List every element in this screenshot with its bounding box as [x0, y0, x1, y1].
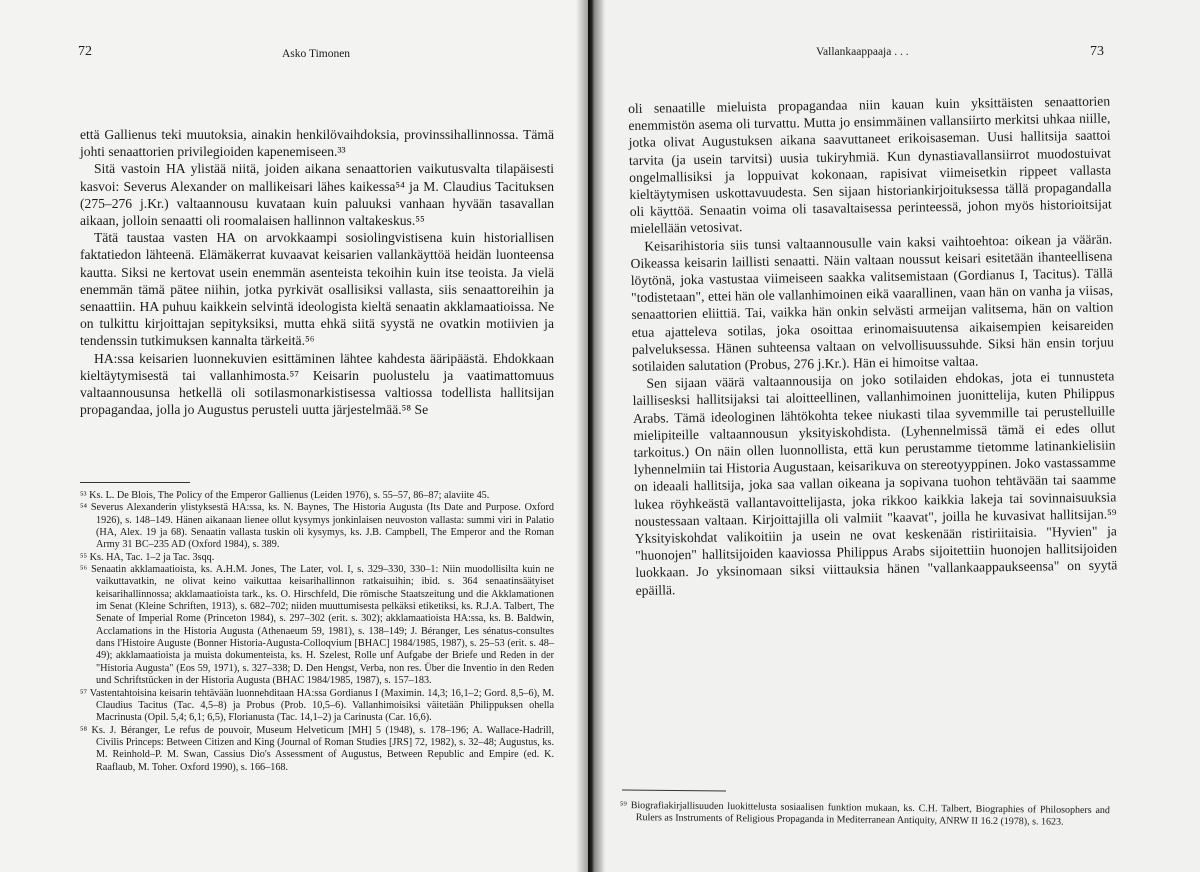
footnote-divider [80, 482, 190, 483]
page-number: 72 [78, 44, 92, 59]
paragraph: Sen sijaan väärä valtaannousija on joko sotilaiden ehdokas, jota ei tunnusteta laillisesksi hallitsijaksi tai aloitteellinen, vallanhimoinen juonittelija, kuten Philippus Arabs. Tämä ideologinen lähtökohta tekee niukasti tilaa syvemmille tai perustelluille mielipiteille valtaannousun yksityiskohdista. (Lyhennelmissä tämä ei edes ollut tarkoitus.) On näin ollen luonnollista, että kun perustamme tietomme latinankielisiin lyhennelmiin tai Historia Augustaan, keisarikuva on stereotyyppinen. Joko vastassamme on ideaali hallitsija, joka saa vallan oikeana ja sopivana tuohon tehtävään tai saamme lukea röyhkeästä vallantavoittelijasta, joka rikkoo kaikkia lakeja tai sovinnaisuuksia noustessaan valtaan. Kirjoittajilla oli valmiit "kaavat", joilla he kuvasivat hallitsijan.⁵⁹ Yksityiskohdat valikoitiin ja usein ne ovat keskenään ristiriitaisia. "Hyvien" ja "huonojen" hallitsijoiden kaaviossa Philippus Arabs sijoitettiin huonojen hallitsijoiden luokkaan. Jo yksinomaan siksi viittauksia hänen "vallankaappaukseensa" on syytä epäillä. [632, 368, 1118, 598]
footnotes [80, 490, 554, 774]
paragraph: HA:ssa keisarien luonnekuvien esittäminen lähtee kahdesta ääripäästä. Ehdokkaan kieltäytymisestä tai vallanhimosta.⁵⁷ Keisarin puolustelu ja vaatimattomuus valtaannousunsa hetkellä oli sotilasmonarkistisessa valtiossa todellista hallitsijan propagandaa, jolla jo Augustus perusteli uutta järjestelmää.⁵⁸ Se [80, 350, 554, 418]
paragraph: oli senaatille mieluista propagandaa niin kauan kuin yksittäisten senaattorien enemmistön asema oli turvattu. Mutta jo ensimmäinen vallansiirto merkitsi uhkaa niille, jotka olivat Augustuksen aikana saavuttaneet erikoisaseman. Uusi hallitsija saattoi tarvita (ja usein tarvitsi) uusia tukiryhmiä. Kun dynastiavallansiirrot muodostuivat ongelmallisiksi ja loppuivat kokonaan, rapisivat viimeisetkin rippeet vallasta kieltäytymisen uskottavuudesta. Sen sijaan historiankirjoituksessa tällä propagandalla oli käyttöä. Senaatin voima oli tasavaltaisessa perinteessä, johon myös historioitsijat mielellään vetosivat. [628, 93, 1112, 237]
body-text [80, 126, 554, 418]
paragraph: että Gallienus teki muutoksia, ainakin henkilövaihdoksia, provinssihallinnossa. Tämä johti senaattorien privilegioiden kapenemiseen.³³ [80, 127, 554, 160]
page-number: 73 [1090, 44, 1104, 59]
footnote: ⁵⁴ Severus Alexanderin ylistyksestä HA:ssa, ks. N. Baynes, The Historia Augusta (Its Date and Purpose. Oxford 1926), s. 148–149. Hänen aikanaan lienee ollut kysymys jonkinlaisen neuvoston vallasta: summi viri in Palatio (HA, Alex. 19 ja 68). Senaatin vallasta tuskin oli kysymys, ks. J.B. Campbell, The Emperor and the Roman Army 31 BC–235 AD (Oxford 1984), s. 389. [80, 502, 554, 551]
footnote: ⁵⁹ Biografiakirjallisuuden luokittelusta sosiaalisen funktion mukaan, ks. C.H. Talbert, Biographies of Philosophers and Rulers as Instruments of Religious Propaganda in Mediterranean Antiquity, ANRW II 16.2 (1978), s. 1623. [619, 800, 1110, 829]
footnote: ⁵⁸ Ks. J. Béranger, Le refus de pouvoir, Museum Helveticum [MH] 5 (1948), s. 178–196; A. Wallace-Hadrill, Civilis Princeps: Between Citizen and King (Journal of Roman Studies [JRS] 72, 1982), s. 32–48; Augustus, ks. M. Reinhold–P. M. Swan, Cassius Dio's Assessment of Augustus, Between Republic and Empire (ed. K. Raaflaub, M. Toher. Oxford 1990), s. 166–168. [80, 724, 554, 773]
footnote: ⁵⁷ Vastentahtoisina keisarin tehtävään luonnehditaan HA:ssa Gordianus I (Maximin. 14,3; 16,1–2; Gord. 8,5–6), M. Claudius Tacitus (Tac. 4,5–8) ja Probus (Prob. 10,5–6). Vallanhimoisiksi väitetään Philippuksen ohella Macrinusta (Opil. 5,4; 6,1; 6,5), Florianusta (Tac. 14,1–2) ja Carinusta (Car. 16,6). [80, 687, 554, 724]
paragraph: Sitä vastoin HA ylistää niitä, joiden aikana senaattorien vaikutusvalta tilapäisesti kasvoi: Severus Alexander on mallikeisari lähes kaikessa⁵⁴ ja M. Claudius Tacituksen (275–276 j.Kr.) valtaannousu kuvataan kuin paluuksi vanhaan hyvään tasavallan aikaan, jolloin senaatti oli roomalaisen hallinnon valtakeskus.⁵⁵ [80, 161, 554, 229]
footnote: ⁵⁶ Senaatin akklamaatioista, ks. A.H.M. Jones, The Later, vol. I, s. 329–330, 330–1: Niin muodollisilta kuin ne vaikuttavatkin, ne olivat keino vaikuttaa keisarihallinnon ratkaisuihin; ibid. s. 364 senaatinsäätyiset keisarihallinnossa; akklamaatioista tark., ks. O. Hirschfeld, Die römische Staatszeitung und die Akklamationen im Senat (Kleine Schriften, 1913), s. 682–702; niiden muuttumisesta pelkäksi etiketiksi, ks. R.J.A. Talbert, The Senate of Imperial Rome (Princeton 1984), s. 297–302 (erit. s. 302); akklamaatioista HA:ssa, ks. B. Baldwin, Acclamations in the Historia Augusta (Athenaeum 59, 1981), s. 138–149; J. Béranger, Les sénatus-consultes dans l'Histoire Auguste (Bonner Historia-Augusta-Colloqvium [BHAC] 1984/1985, 1987), s. 25–53 (erit. s. 48–49); akklamaatioista ja muista dokumenteista, ks. H. Szelest, Rolle unf Aufgabe der Briefe und Reden in der "Historia Augusta" (Eos 59, 1971), s. 327–338; D. Den Hengst, Verba, non res. Über die Inventio in den Reden und Schriftstücken in der Historia Augusta (BHAC 1984/1985, 1987), s. 157–183. [80, 564, 554, 687]
book-gutter [576, 0, 606, 872]
paragraph: Tätä taustaa vasten HA on arvokkaampi sosiolingvistisena kuin historiallisen faktatiedon lähteenä. Elämäkerrat kuvaavat keisarien vallankäyttöä heidän luonteensa kautta. Siksi ne kertovat usein enemmän asenteista tekoihin kuin itse teoista. Ja vielä enemmän tämä pätee niihin, jotka pyrkivät osallisiksi vallasta, siis senaattoreihin ja senaattiin. HA puhuu kaikkein selvintä ideologista kieltä senaatin akklamaatioissa. Ne on tulkittu kirjoittajan sepityksiksi, mutta ehkä siitä syystä ne ovatkin motiivien ja tendenssin tutkimuksen kannalta tärkeitä.⁵⁶ [80, 230, 554, 349]
footnote: ⁵⁵ Ks. HA, Tac. 1–2 ja Tac. 3sqq. [80, 551, 215, 563]
footnote-divider [622, 789, 726, 791]
footnotes [620, 800, 1110, 830]
running-head: Asko Timonen [282, 48, 351, 60]
footnote: ⁵³ Ks. L. De Blois, The Policy of the Emperor Gallienus (Leiden 1976), s. 55–57, 86–87; alaviite 45. [80, 490, 490, 501]
body-text [628, 92, 1118, 598]
right-page [590, 0, 1200, 872]
paragraph: Keisarihistoria siis tunsi valtaannousulle vain kaksi vaihtoehtoa: oikean ja väärän. Oikeassa keisarin laillisti senaatti. Näin valtaan noussut keisari esitetään ihanteellisena löytönä, joka vastustaa viimeiseen saakka valitsemistaan (Gordianus I, Tacitus). Tällä "todistetaan", ettei hän ole vallanhimoinen eikä vaarallinen, vaan hän on vanha ja viisas, senaattorien eliittiä. Tai, vaikka hän onkin selvästi armeijan valitsema, hän on valtion etua ajatteleva sotilas, joka osoittaa erinomaisuutensa aikaisempien keisareiden palveluksessa. Hänen suhteensa valtaan on velvollisuussuhde. Siksi hän ensin torjuu sotilaiden salutation (Probus, 276 j.Kr.). Hän ei himoitse valtaa. [630, 231, 1114, 375]
left-page [0, 0, 588, 872]
running-head: Vallankaappaaja . . . [816, 46, 909, 58]
